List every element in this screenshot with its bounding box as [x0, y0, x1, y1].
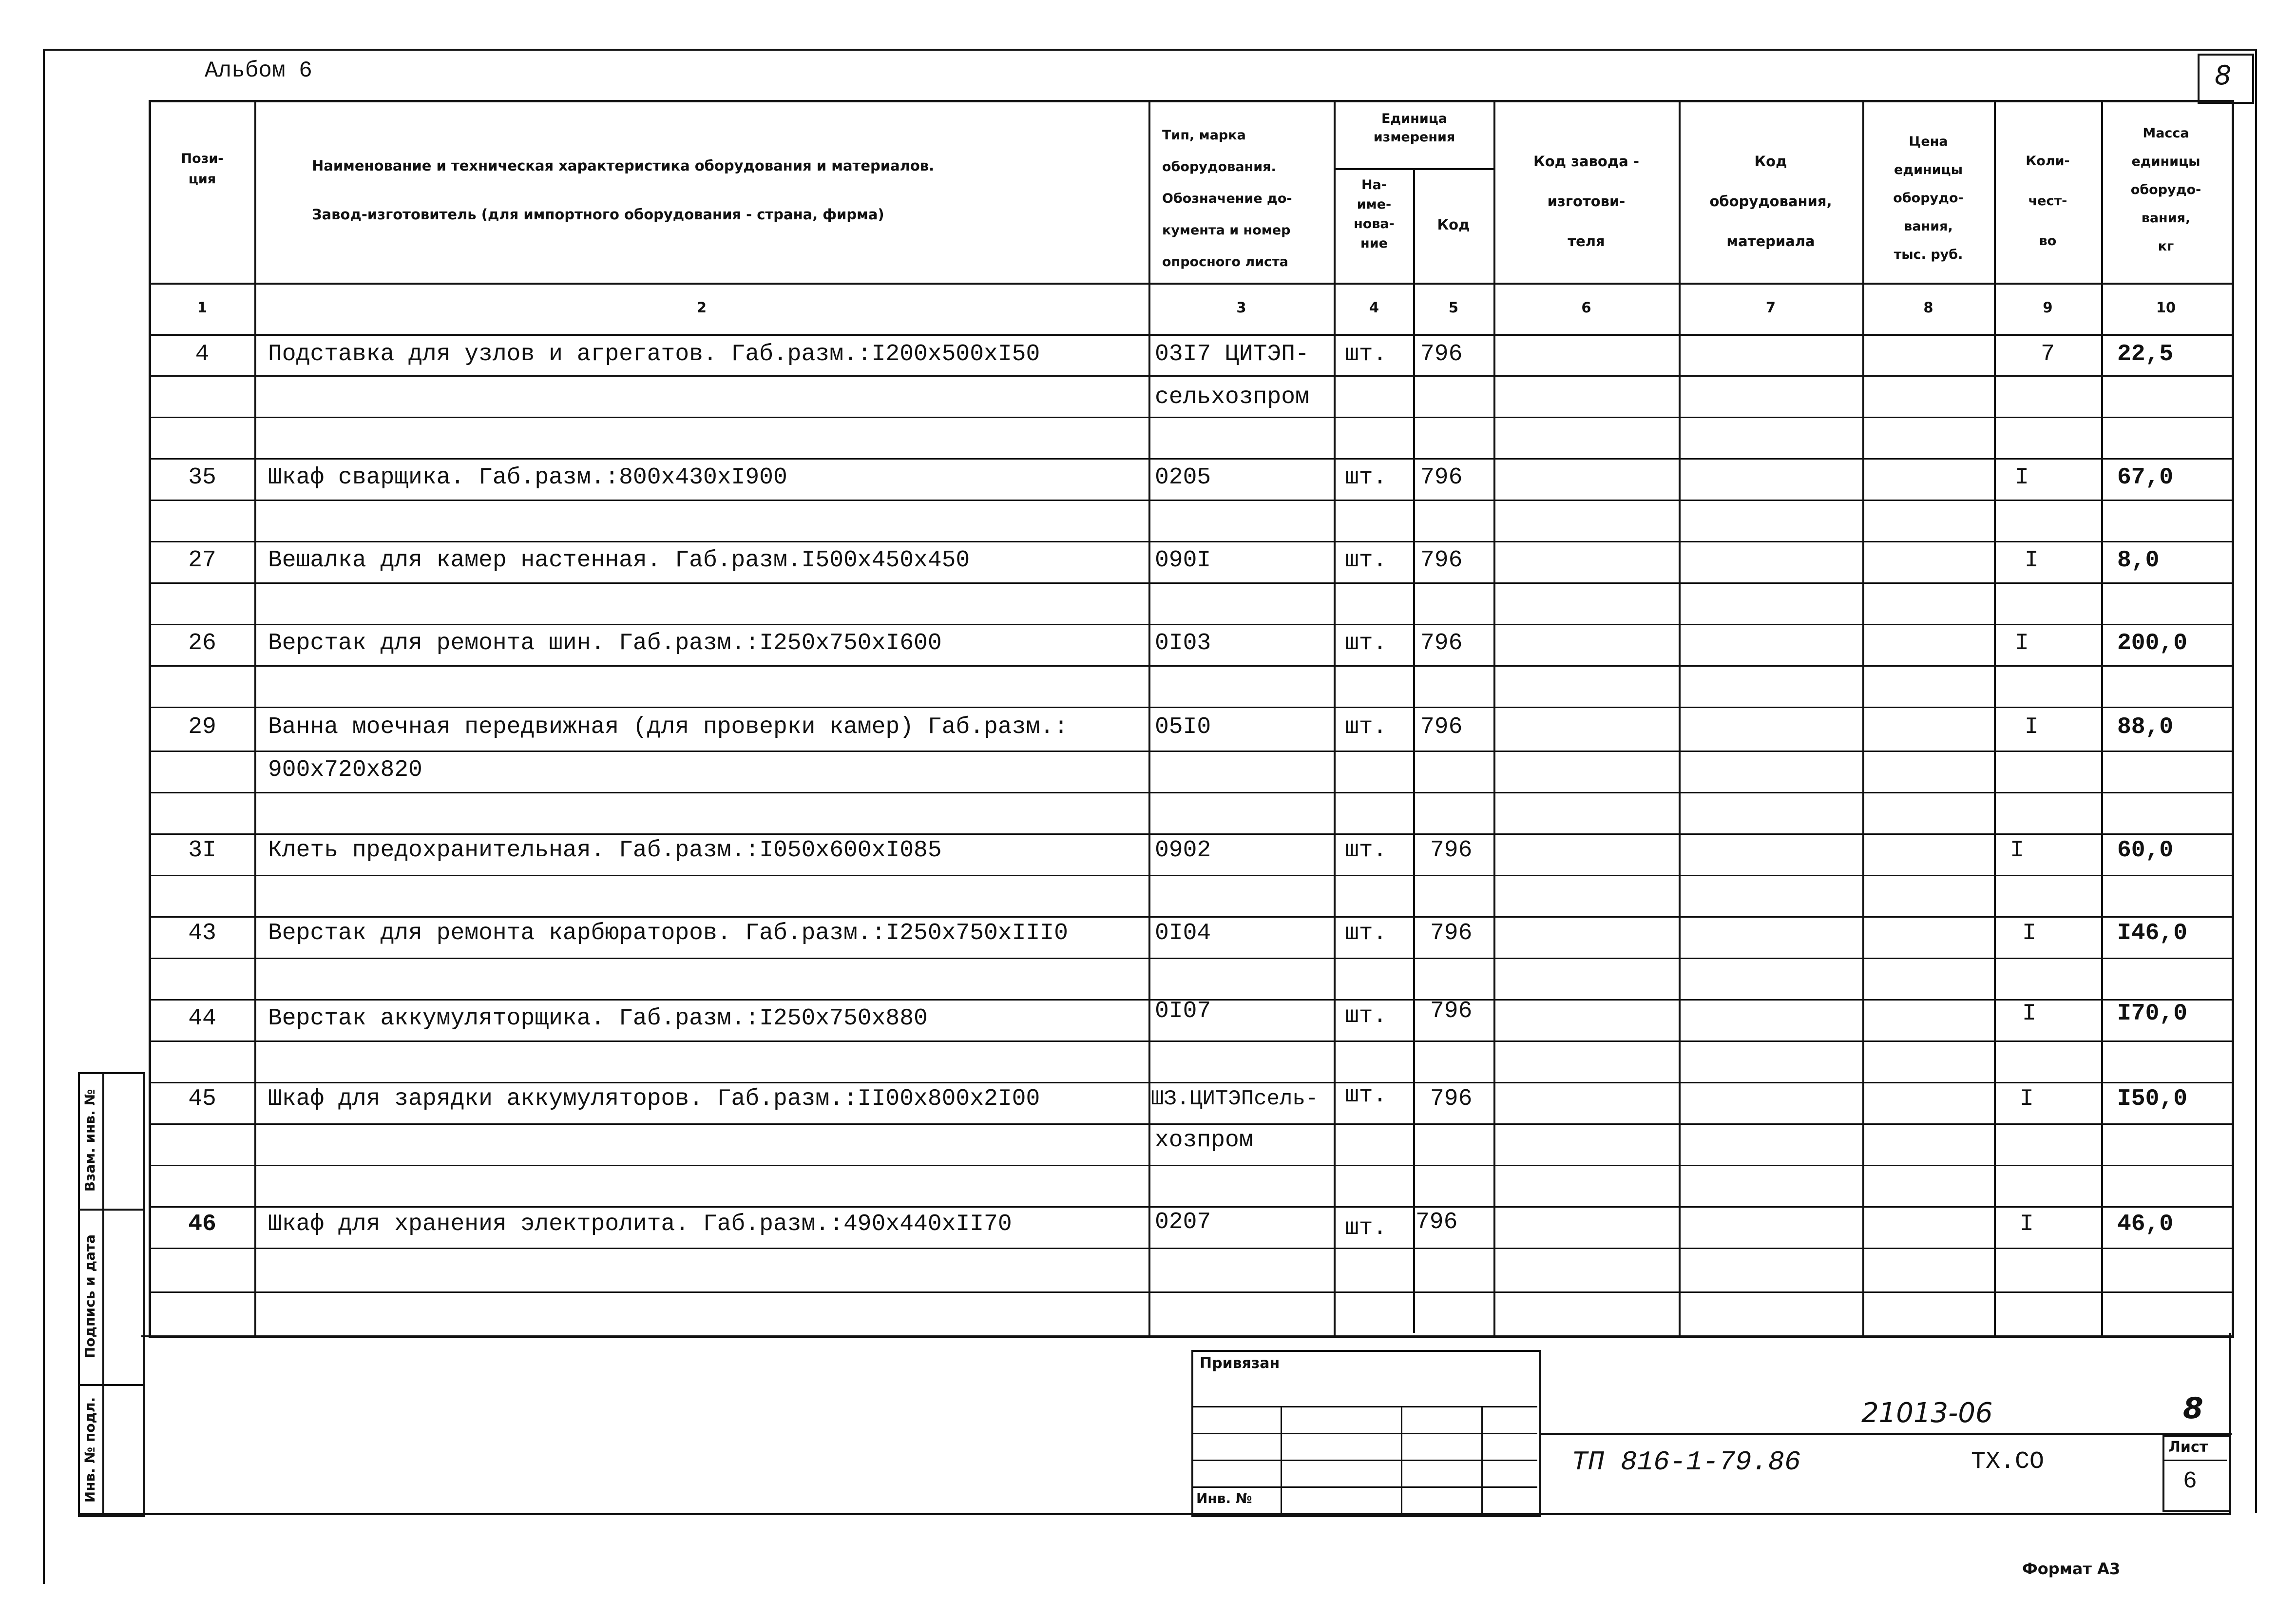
row-line [149, 624, 2232, 625]
row-9-type-cont: хозпром [1155, 1127, 1253, 1154]
row-4-name: Верстак для ремонта шин. Габ.разм.:I250х750хI600 [268, 630, 942, 656]
row-line [149, 751, 2232, 752]
privyazan-col-1 [1281, 1406, 1282, 1513]
header-price: Цена единицы оборудо- вания, тыс. руб. [1893, 134, 1964, 262]
row-8-name: Верстак аккумуляторщика. Габ.разм.:I250х750х880 [268, 1005, 928, 1032]
row-9-mass: I50,0 [2117, 1086, 2188, 1112]
row-10-unit: шт. [1345, 1215, 1387, 1241]
row-5-mass: 88,0 [2117, 714, 2174, 740]
row-line [149, 375, 2232, 377]
col-line-6 [1679, 100, 1681, 1335]
row-1-type-cont: сельхозпром [1155, 384, 1309, 410]
row-7-type: 0I04 [1155, 920, 1211, 946]
row-7-mass: I46,0 [2117, 920, 2188, 946]
row-line [149, 875, 2232, 876]
sheet-number: 6 [2183, 1468, 2197, 1495]
row-8-unit: шт. [1345, 1003, 1387, 1029]
row-10-code: 796 [1416, 1209, 1458, 1235]
header-unit-code: Код [1437, 216, 1470, 233]
side-stamp-vzam: Взам. инв. № [82, 1089, 98, 1192]
row-9-type: ШЗ.ЦИТЭПсель- [1151, 1087, 1319, 1111]
row-6-type: 0902 [1155, 837, 1211, 864]
side-stamp-line-2 [78, 1384, 144, 1386]
row-6-quantity: I [2010, 837, 2024, 864]
title-block-bottom [78, 1513, 2231, 1515]
privyazan-col-3 [1481, 1406, 1483, 1513]
col-line-3 [1334, 100, 1336, 1335]
header-position: Пози- ция [181, 151, 224, 187]
row-line [149, 1082, 2232, 1083]
title-block-top [141, 1335, 2229, 1337]
header-quantity: Коли- чест- во [2026, 154, 2070, 249]
privyazan-row-2 [1191, 1433, 1537, 1434]
row-line [149, 916, 2232, 918]
row-line [149, 417, 2232, 418]
row-8-type: 0I07 [1155, 998, 1211, 1024]
header-unit-group: Единица измерения [1373, 111, 1455, 145]
row-line [149, 500, 2232, 501]
col-line-2 [1148, 100, 1150, 1335]
row-2-code: 796 [1420, 464, 1463, 491]
header-type: Тип, марка оборудования. Обозначение до- кумента и номер опросного листа [1162, 128, 1292, 270]
row-4-code: 796 [1420, 630, 1463, 656]
privyazan-label: Привязан [1200, 1355, 1280, 1372]
row-8-position: 44 [188, 1005, 216, 1032]
row-1-unit: шт. [1345, 341, 1387, 367]
row-line [149, 1248, 2232, 1249]
row-5-position: 29 [188, 714, 216, 740]
row-8-quantity: I [2022, 1001, 2036, 1027]
row-9-name: Шкаф для зарядки аккумуляторов. Габ.разм.:II00х800х2I00 [268, 1086, 1040, 1112]
inv-no-label: Инв. № [1196, 1490, 1252, 1506]
col-line-8 [1994, 100, 1996, 1335]
row-6-mass: 60,0 [2117, 837, 2174, 864]
format-label: Формат А3 [2022, 1560, 2121, 1578]
header-bottom-line [149, 283, 2232, 285]
row-2-position: 35 [188, 464, 216, 491]
row-1-mass: 22,5 [2117, 341, 2174, 367]
row-3-name: Вешалка для камер настенная. Габ.разм.I500х450х450 [268, 547, 970, 574]
row-line [149, 582, 2232, 584]
sheet-frame-left [43, 49, 45, 1584]
row-6-unit: шт. [1345, 837, 1387, 864]
row-3-position: 27 [188, 547, 216, 574]
row-2-quantity: I [2015, 464, 2029, 491]
row-1-type: 03I7 ЦИТЭП- [1155, 341, 1309, 367]
row-4-type: 0I03 [1155, 630, 1211, 656]
number-row-bottom-line [149, 334, 2232, 336]
row-6-position: 3I [188, 837, 216, 864]
colnum-9: 9 [2043, 299, 2053, 316]
row-7-unit: шт. [1345, 920, 1387, 946]
row-6-code: 796 [1430, 837, 1473, 864]
colnum-8: 8 [1923, 299, 1933, 316]
col-line-5 [1493, 100, 1495, 1335]
row-4-quantity: I [2015, 630, 2029, 656]
row-4-unit: шт. [1345, 630, 1387, 656]
colnum-7: 7 [1765, 299, 1776, 316]
row-1-position: 4 [195, 341, 210, 367]
header-equipment-code: Код оборудования, материала [1709, 153, 1832, 250]
row-5-name-cont: 900х720х820 [268, 757, 422, 783]
row-9-quantity: I [2020, 1086, 2034, 1112]
row-3-type: 090I [1155, 547, 1211, 574]
col-line-7 [1862, 100, 1864, 1335]
row-4-position: 26 [188, 630, 216, 656]
row-5-code: 796 [1420, 714, 1463, 740]
row-2-unit: шт. [1345, 464, 1387, 491]
row-10-name: Шкаф для хранения электролита. Габ.разм.:490х440хII70 [268, 1211, 1012, 1237]
colnum-6: 6 [1581, 299, 1591, 316]
row-3-quantity: I [2025, 547, 2039, 574]
row-3-mass: 8,0 [2117, 547, 2160, 574]
project-code: ТП 816-1-79.86 [1571, 1446, 1801, 1478]
row-10-type: 0207 [1155, 1209, 1211, 1235]
row-2-mass: 67,0 [2117, 464, 2174, 491]
row-line [149, 1040, 2232, 1042]
row-1-code: 796 [1420, 341, 1463, 367]
row-9-position: 45 [188, 1086, 216, 1112]
row-line [149, 1291, 2232, 1293]
row-1-quantity: 7 [2041, 341, 2055, 367]
row-line [149, 833, 2232, 835]
stamp-line [1540, 1433, 2232, 1435]
colnum-4: 4 [1369, 299, 1379, 316]
row-1-name: Подставка для узлов и агрегатов. Габ.разм.:I200х500хI50 [268, 341, 1040, 367]
col-line-9 [2101, 100, 2103, 1335]
sheet-corner-number: 8 [2183, 1391, 2203, 1425]
row-10-position: 46 [188, 1211, 216, 1237]
row-line [149, 458, 2232, 460]
row-7-quantity: I [2022, 920, 2036, 946]
header-unit-name: На- име- нова- ние [1354, 177, 1395, 251]
row-10-quantity: I [2020, 1211, 2034, 1237]
colnum-1: 1 [197, 299, 208, 316]
row-2-name: Шкаф сварщика. Габ.разм.:800х430хI900 [268, 464, 787, 491]
colnum-10: 10 [2156, 299, 2176, 316]
header-name: Наименование и техническая характеристика оборудования и материалов. Завод-изготовитель (для импортного оборудования - страна, фирма) [312, 157, 935, 223]
row-6-name: Клеть предохранительная. Габ.разм.:I050х600хI085 [268, 837, 942, 864]
row-line [149, 541, 2232, 542]
sheet-box-divider [2162, 1460, 2227, 1461]
row-10-mass: 46,0 [2117, 1211, 2174, 1237]
col-line-1 [254, 100, 256, 1335]
row-4-mass: 200,0 [2117, 630, 2188, 656]
row-5-type: 05I0 [1155, 714, 1211, 740]
colnum-5: 5 [1448, 299, 1459, 316]
row-3-unit: шт. [1345, 547, 1387, 574]
privyazan-row-1 [1191, 1406, 1537, 1407]
sheet-label: Лист [2168, 1439, 2208, 1456]
row-7-name: Верстак для ремонта карбюраторов. Габ.разм.:I250х750хIII0 [268, 920, 1068, 946]
row-3-code: 796 [1420, 547, 1463, 574]
side-stamp-podpis: Подпись и дата [82, 1234, 98, 1359]
row-8-code: 796 [1430, 998, 1473, 1024]
doc-mark: ТХ.СО [1971, 1448, 2045, 1476]
privyazan-row-4 [1191, 1486, 1537, 1488]
row-8-mass: I70,0 [2117, 1001, 2188, 1027]
row-line [149, 958, 2232, 959]
row-line [149, 1165, 2232, 1166]
row-7-position: 43 [188, 920, 216, 946]
colnum-2: 2 [696, 299, 707, 316]
row-9-unit: шт. [1345, 1082, 1387, 1109]
doc-number: 21013-06 [1861, 1397, 1993, 1429]
row-line [149, 1123, 2232, 1125]
row-7-code: 796 [1430, 920, 1473, 946]
unit-group-line [1334, 168, 1493, 170]
row-line [149, 792, 2232, 793]
row-9-code: 796 [1430, 1086, 1473, 1112]
row-2-type: 0205 [1155, 464, 1211, 491]
side-stamp-divider [102, 1072, 104, 1516]
row-5-quantity: I [2025, 714, 2039, 740]
colnum-3: 3 [1236, 299, 1246, 316]
privyazan-col-2 [1401, 1406, 1402, 1513]
header-mass: Масса единицы оборудо- вания, кг [2130, 126, 2201, 254]
privyazan-row-3 [1191, 1460, 1537, 1461]
row-line [149, 707, 2232, 708]
page-corner-number: 8 [2215, 60, 2232, 91]
row-5-unit: шт. [1345, 714, 1387, 740]
row-5-name: Ванна моечная передвижная (для проверки камер) Габ.разм.: [268, 714, 1068, 740]
album-label: Альбом 6 [205, 58, 312, 83]
side-stamp-inv: Инв. № подл. [82, 1397, 98, 1503]
row-line [149, 665, 2232, 667]
header-factory-code: Код завода - изготови- теля [1533, 153, 1639, 250]
